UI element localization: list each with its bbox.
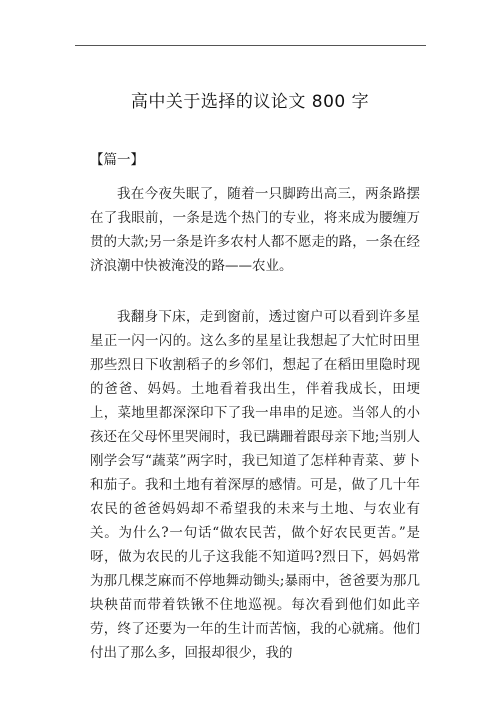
paragraph-1: 我在今夜失眠了，随着一只脚跨出高三，两条路摆在了我眼前，一条是选个热门的专业，将来成为腰缠万贯的大款;另一条是许多农村人都不愿走的路，一条在经济浪潮中快被淹没的路——农业。 bbox=[90, 186, 420, 274]
paragraph-2: 我翻身下床，走到窗前，透过窗户可以看到许多星星正一闪一闪的。这么多的星星让我想起了大忙时田里那些烈日下收割稻子的乡邻们，想起了在稻田里隐时现的爸爸、妈妈。土地看着我出生，伴着我成长，田埂上，菜地里都深深印下了我一串串的足迹。当邻人的小孩还在父母怀里哭闹时，我已蹒跚着跟母亲下地;当别人刚学会写“蔬菜”两字时，我已知道了怎样种青菜、萝卜和茄子。我和土地有着深厚的感情。可是，做了几十年农民的爸爸妈妈却不希望我的未来与土地、与农业有关。为什么?一句话“做农民苦，做个好农民更苦。”是呀，做为农民的儿子这我能不知道吗?烈日下，妈妈常为那几棵芝麻而不停地舞动锄头;暴雨中，爸爸要为那几块秧苗而带着铁锹不住地巡视。每次看到他们如此辛劳，终了还要为一年的生计而苦恼，我的心就痛。他们付出了那么多，回报却很少，我的 bbox=[90, 309, 420, 661]
section-label: 【篇一】 bbox=[90, 152, 144, 168]
header-rule bbox=[75, 45, 426, 46]
document-title: 高中关于选择的议论文 800 字 bbox=[130, 92, 370, 112]
